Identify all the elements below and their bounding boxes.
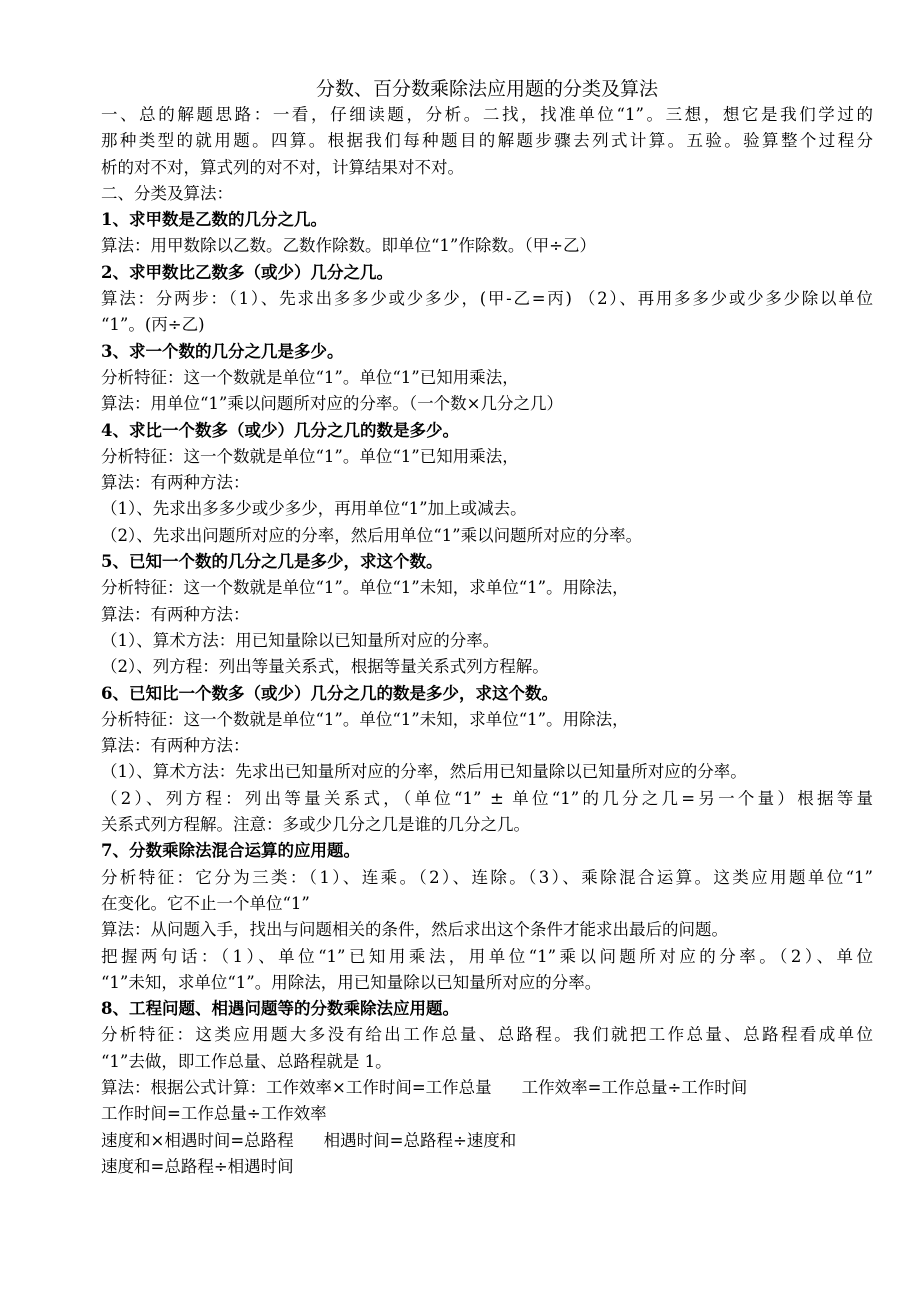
text-line: 分析特征：它分为三类：（1）、连乘。（2）、连除。（3）、乘除混合运算。这类应用题单位“1”: [101, 867, 873, 887]
text-line: （1）、算术方法：先求出已知量所对应的分率，然后用已知量除以已知量所对应的分率。: [101, 762, 747, 782]
item-heading: 8、工程问题、相遇问题等的分数乘除法应用题。: [101, 999, 459, 1019]
text-line: 分析特征：这类应用题大多没有给出工作总量、总路程。我们就把工作总量、总路程看成单位: [101, 1025, 873, 1045]
formula-line: [101, 1154, 873, 1180]
item-heading: 1、求甲数是乙数的几分之几。: [101, 210, 327, 230]
text-line: 算法：用甲数除以乙数。乙数作除数。即单位“1”作除数。（甲÷乙）: [101, 236, 596, 256]
text-line: 分析特征：这一个数就是单位“1”。单位“1”未知，求单位“1”。用除法，: [101, 709, 629, 729]
item-heading: 3、求一个数的几分之几是多少。: [101, 341, 344, 361]
formula-line: [101, 1101, 873, 1127]
text-line: 算法：分两步：（1）、先求出多多少或少多少，(甲-乙=丙) （2）、再用多多少或少多少除以单位: [101, 289, 873, 309]
text-line: （2）、列方程：列出等量关系式，（单位“1” ± 单位“1”的几分之几=另一个量）根据等量: [101, 788, 873, 808]
item-heading: 4、求比一个数多（或少）几分之几的数是多少。: [101, 420, 459, 440]
page-title: 分数、百分数乘除法应用题的分类及算法: [315, 78, 658, 100]
text-line: 算法：用单位“1”乘以问题所对应的分率。（一个数×几分之几）: [101, 394, 563, 414]
text-line: 那种类型的就用题。四算。根据我们每种题目的解题步骤去列式计算。五验。验算整个过程分: [101, 131, 873, 151]
item-heading: 2、求甲数比乙数多（或少）几分之几。: [101, 262, 393, 282]
text-line: 分析特征：这一个数就是单位“1”。单位“1”已知用乘法，: [101, 446, 519, 466]
item-heading: 7、分数乘除法混合运算的应用题。: [101, 841, 360, 861]
text-line: 关系式列方程解。注意：多或少几分之几是谁的几分之几。: [101, 815, 530, 835]
item-heading: 5、已知一个数的几分之几是多少，求这个数。: [101, 552, 443, 572]
text-line: 算法：有两种方法：: [101, 736, 250, 756]
text-line: 析的对不对，算式列的对不对，计算结果对不对。: [101, 157, 464, 177]
formula-work-total: 算法：根据公式计算：工作效率×工作时间=工作总量: [101, 1077, 492, 1097]
text-line: 分析特征：这一个数就是单位“1”。单位“1”已知用乘法，: [101, 367, 519, 387]
text-line: 算法：有两种方法：: [101, 604, 250, 624]
text-line: 一、总的解题思路：一看，仔细读题，分析。二找，找准单位“1”。三想，想它是我们学过的: [101, 105, 873, 124]
text-line: 算法：从问题入手，找出与问题相关的条件，然后求出这个条件才能求出最后的问题。: [101, 920, 728, 940]
formula-work-time: 工作时间=工作总量÷工作效率: [101, 1104, 327, 1124]
formula-total-distance: 速度和×相遇时间=总路程: [101, 1130, 294, 1150]
text-line: （1）、先求出多多少或少多少，再用单位“1”加上或减去。: [101, 499, 527, 519]
text-line: “1”未知，求单位“1”。用除法，用已知量除以已知量所对应的分率。: [101, 972, 602, 992]
formula-line: [101, 1075, 873, 1101]
item-heading: 6、已知比一个数多（或少）几分之几的数是多少，求这个数。: [101, 683, 558, 703]
formula-line: [101, 1128, 873, 1154]
formula-work-efficiency: 工作效率=工作总量÷工作时间: [521, 1077, 748, 1097]
formula-speed-sum: 速度和=总路程÷相遇时间: [101, 1156, 294, 1176]
text-line: 在变化。它不止一个单位“1”: [101, 893, 310, 913]
text-line: 把握两句话：（1）、单位“1”已知用乘法，用单位“1”乘以问题所对应的分率。（2）、单位: [101, 946, 873, 966]
text-line: 分析特征：这一个数就是单位“1”。单位“1”未知，求单位“1”。用除法，: [101, 578, 629, 598]
section-heading: 二、分类及算法：: [101, 183, 233, 203]
formula-meeting-time: 相遇时间=总路程÷速度和: [323, 1130, 517, 1150]
text-line: “1”去做，即工作总量、总路程就是 1。: [101, 1051, 392, 1071]
document-page: [101, 76, 873, 1180]
text-line: “1”。(丙÷乙): [101, 315, 205, 335]
text-line: 算法：有两种方法：: [101, 473, 250, 493]
text-line: （2）、列方程：列出等量关系式，根据等量关系式列方程解。: [101, 657, 549, 677]
text-line: （1）、算术方法：用已知量除以已知量所对应的分率。: [101, 630, 500, 650]
text-line: （2）、先求出问题所对应的分率，然后用单位“1”乘以问题所对应的分率。: [101, 525, 643, 545]
